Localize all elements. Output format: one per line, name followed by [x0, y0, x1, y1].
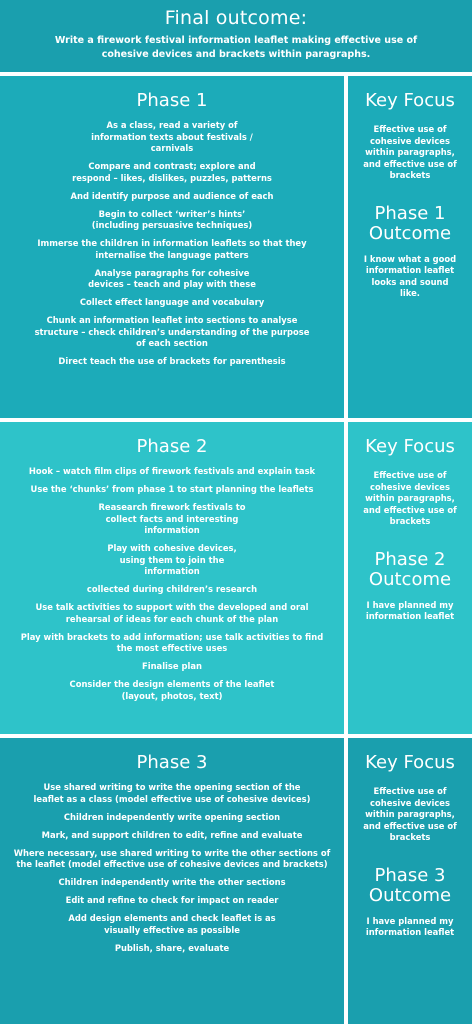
phase-1-title: Phase 1 — [136, 90, 208, 111]
list-item: Play with cohesive devices, using them to join the information — [107, 543, 237, 576]
phase-3-key-focus-text: Effective use of cohesive devices within paragraphs, and effective use of brackets — [363, 786, 457, 842]
list-item: Where necessary, use shared writing to write the other sections of the leaflet (model effective use of cohesive devices and brackets) — [13, 847, 331, 869]
phase-2-key-focus-title: Key Focus — [365, 436, 455, 457]
list-item: Use the ‘chunks’ from phase 1 to start planning the leaflets — [30, 484, 314, 494]
list-item: Edit and refine to check for impact on reader — [65, 895, 279, 905]
list-item: Hook – watch film clips of firework festivals and explain task — [28, 466, 316, 476]
phase-2-focus-panel — [348, 422, 472, 734]
phase-2-title: Phase 2 — [136, 436, 208, 457]
list-item: Immerse the children in information leaflets so that they internalise the language patters — [37, 238, 307, 260]
phase-3-focus-panel — [348, 738, 472, 1024]
phase-1-key-focus-title: Key Focus — [365, 90, 455, 111]
phase-1-outcome-title: Phase 1 Outcome — [368, 202, 452, 244]
phase-2-key-focus-text: Effective use of cohesive devices within paragraphs, and effective use of brackets — [363, 470, 457, 526]
list-item: Consider the design elements of the leaflet (layout, photos, text) — [69, 679, 275, 701]
list-item: Add design elements and check leaflet is as visually effective as possible — [68, 913, 276, 935]
list-item: Finalise plan — [141, 661, 202, 671]
list-item: Play with brackets to add information; use talk activities to find the most effective uses — [20, 631, 324, 653]
phase-2-activities-panel — [0, 422, 344, 734]
list-item: Compare and contrast; explore and respond – likes, dislikes, puzzles, patterns — [72, 161, 272, 183]
phase-1-activities-panel — [0, 76, 344, 418]
phase-1-key-focus-text: Effective use of cohesive devices within paragraphs, and effective use of brackets — [363, 124, 457, 180]
list-item: collected during children’s research — [86, 584, 258, 594]
phase-3-outcome-title: Phase 3 Outcome — [368, 864, 452, 906]
list-item: Publish, share, evaluate — [114, 942, 230, 953]
final-outcome-description: Write a firework festival information leaflet making effective use of cohesive devices and brackets within paragraphs. — [54, 35, 418, 60]
phase-1-focus-panel — [348, 76, 472, 418]
phase-2-outcome-title: Phase 2 Outcome — [368, 548, 452, 590]
list-item: Direct teach the use of brackets for parenthesis — [58, 356, 286, 366]
list-item: Analyse paragraphs for cohesive devices – teach and play with these — [88, 267, 256, 289]
final-outcome-header — [0, 0, 472, 72]
final-outcome-title: Final outcome: — [164, 7, 308, 29]
list-item: Collect effect language and vocabulary — [79, 297, 265, 307]
list-item: Mark, and support children to edit, refine and evaluate — [41, 829, 303, 840]
list-item: Use shared writing to write the opening section of the leaflet as a class (model effective use of cohesive devices) — [33, 782, 311, 804]
phase-2-outcome-text: I have planned my information leaflet — [365, 599, 455, 621]
phase-3-outcome-text: I have planned my information leaflet — [365, 915, 455, 937]
phase-3-title: Phase 3 — [136, 752, 208, 773]
phase-3-activity-list — [10, 782, 334, 954]
phase-1-outcome-text: I know what a good information leaflet looks and sound like. — [363, 253, 457, 298]
list-item: Reasearch firework festivals to collect facts and interesting information — [98, 502, 246, 535]
phase-3-activities-panel — [0, 738, 344, 1024]
phase-2-activity-list — [10, 466, 334, 702]
list-item: Children independently write the other sections — [58, 877, 286, 887]
list-item: Children independently write opening section — [63, 811, 281, 822]
list-item: Chunk an information leaflet into sections to analyse structure – check children’s understanding of the purpose of each section — [34, 315, 310, 348]
phase-1-activity-list — [10, 120, 334, 368]
list-item: And identify purpose and audience of each — [70, 190, 274, 201]
list-item: Use talk activities to support with the developed and oral rehearsal of ideas for each chunk of the plan — [35, 602, 309, 624]
list-item: As a class, read a variety of information texts about festivals / carnivals — [91, 120, 253, 153]
phase-3-key-focus-title: Key Focus — [365, 752, 455, 773]
list-item: Begin to collect ‘writer’s hints’ (including persuasive techniques) — [91, 208, 253, 230]
